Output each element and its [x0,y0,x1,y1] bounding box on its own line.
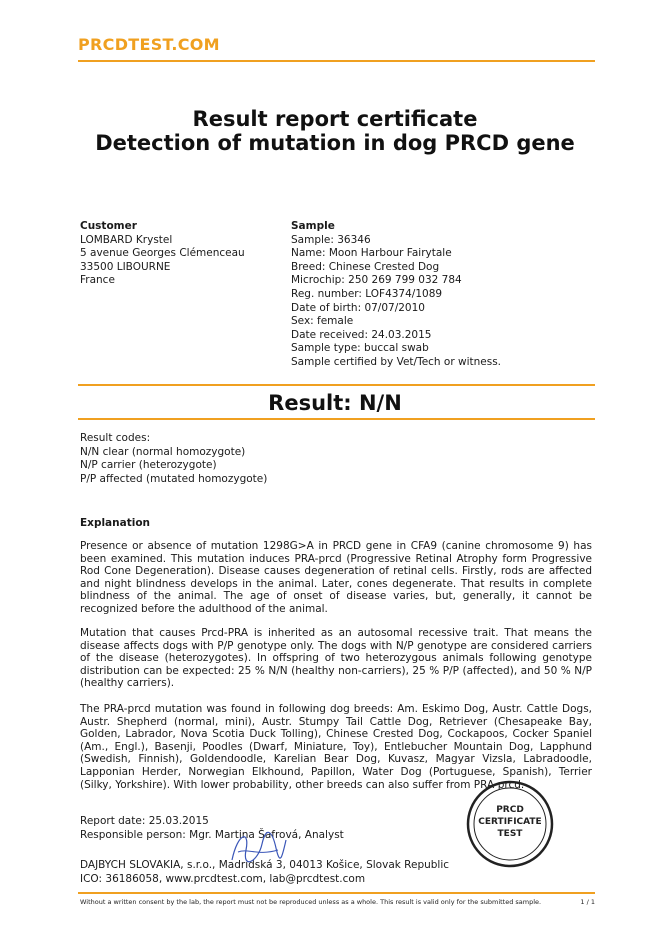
footer-notice: Without a written consent by the lab, the report must not be reproduced unless as a whole. This result is valid only for the submitted sample. [80,898,542,906]
sample-certified: Sample certified by Vet/Tech or witness. [291,355,502,368]
explanation-paragraph-2: Mutation that causes Prcd-PRA is inherited as an autosomal recessive trait. That means the disease affects dogs with P/P genotype only. The dogs with N/P genotype are considered carriers of the disease (heterozygotes). In offspring of two heterozygous animals following genotype distribution can be expected: 25 % N/N (healthy non-carriers), 25 % P/P (affected), and 50 % N/P (healthy carriers). [80,627,592,690]
sample-heading: Sample [291,220,335,232]
code-nn: N/N clear (normal homozygote) [80,445,246,458]
signature-icon [228,822,288,872]
customer-street: 5 avenue Georges Clémenceau [80,247,245,260]
sample-reg-number: Reg. number: LOF4374/1089 [291,287,443,300]
code-np: N/P carrier (heterozygote) [80,459,217,472]
sample-type: Sample type: buccal swab [291,342,429,355]
sample-date-received: Date received: 24.03.2015 [291,328,432,341]
result-codes-heading: Result codes: [80,432,151,444]
sample-dob: Date of birth: 07/07/2010 [291,301,425,314]
customer-country: France [80,274,115,287]
sample-id: Sample: 36346 [291,233,371,246]
header-divider [78,60,595,62]
title-line-2: Detection of mutation in dog PRCD gene [95,131,575,155]
result-value: Result: N/N [268,391,402,415]
responsible-person: Responsible person: Mgr. Martina Šafrová, Analyst [80,828,344,841]
sample-block [291,220,501,370]
lab-address: DAJBYCH SLOVAKIA, s.r.o., Madridská 3, 04013 Košice, Slovak Republic [80,859,450,871]
report-info [80,815,344,842]
page-number: 1 / 1 [580,898,595,906]
customer-city: 33500 LIBOURNE [80,260,171,273]
result-divider-top [78,384,595,386]
footer [80,898,595,906]
stamp-line-3: TEST [497,829,523,839]
footer-divider [78,892,595,894]
customer-block [80,220,245,288]
certificate-stamp [466,780,554,868]
sample-breed: Breed: Chinese Crested Dog [291,260,440,273]
sample-name: Name: Moon Harbour Fairytale [291,247,452,260]
brand-logo: PRCDTEST.COM [78,35,220,54]
customer-heading: Customer [80,220,137,232]
stamp-line-2: CERTIFICATE [478,817,542,827]
sample-sex: Sex: female [291,315,354,328]
result-codes [80,432,267,486]
explanation-paragraph-3: The PRA-prcd mutation was found in following dog breeds: Am. Eskimo Dog, Austr. Cattle Dogs, Austr. Shepherd (normal, mini), Austr. Stumpy Tail Cattle Dog, Retriever (Chesapeake Bay, Golden, Labrador, Nova Scotia Duck Tolling), Chinese Crested Dog, Cockapoos, Cocker Spaniel (Am., Engl.), Basenji, Poodles (Dwarf, Miniature, Toy), Entlebucher Mountain Dog, Lapphund (Swedish, Finnish), Goldendoodle, Karelian Bear Dog, Kuvasz, Magyar Vizsla, Labradoodle, Lapponian Herder, Norwegian Elkhound, Papillon, Water Dog (Portuguese, Spanish), Terrier (Silky, Yorkshire). With lower probability, other breeds can also suffer from PRA-prcd. [80,703,592,791]
lab-contact: ICO: 36186058, www.prcdtest.com, lab@prcdtest.com [80,872,366,885]
explanation-heading: Explanation [80,517,151,529]
explanation-paragraph-1: Presence or absence of mutation 1298G>A in PRCD gene in CFA9 (canine chromosome 9) has been examined. This mutation induces PRA-prcd (Progressive Retinal Atrophy form Progressive Rod Cone Degeneration). Disease causes degeneration of retinal cells. Firstly, rods are affected and night blindness develops in the animal. Later, cones degenerate. That results in complete blindness of the animal. The age of onset of disease varies, but, generally, it cannot be recognized before the adulthood of the animal. [80,540,592,615]
code-pp: P/P affected (mutated homozygote) [80,472,268,485]
sample-microchip: Microchip: 250 269 799 032 784 [291,274,462,287]
stamp-line-1: PRCD [496,805,524,815]
report-date: Report date: 25.03.2015 [80,815,209,827]
title-line-1: Result report certificate [192,107,478,131]
customer-name: LOMBARD Krystel [80,233,173,246]
result-divider-bottom [78,418,595,420]
